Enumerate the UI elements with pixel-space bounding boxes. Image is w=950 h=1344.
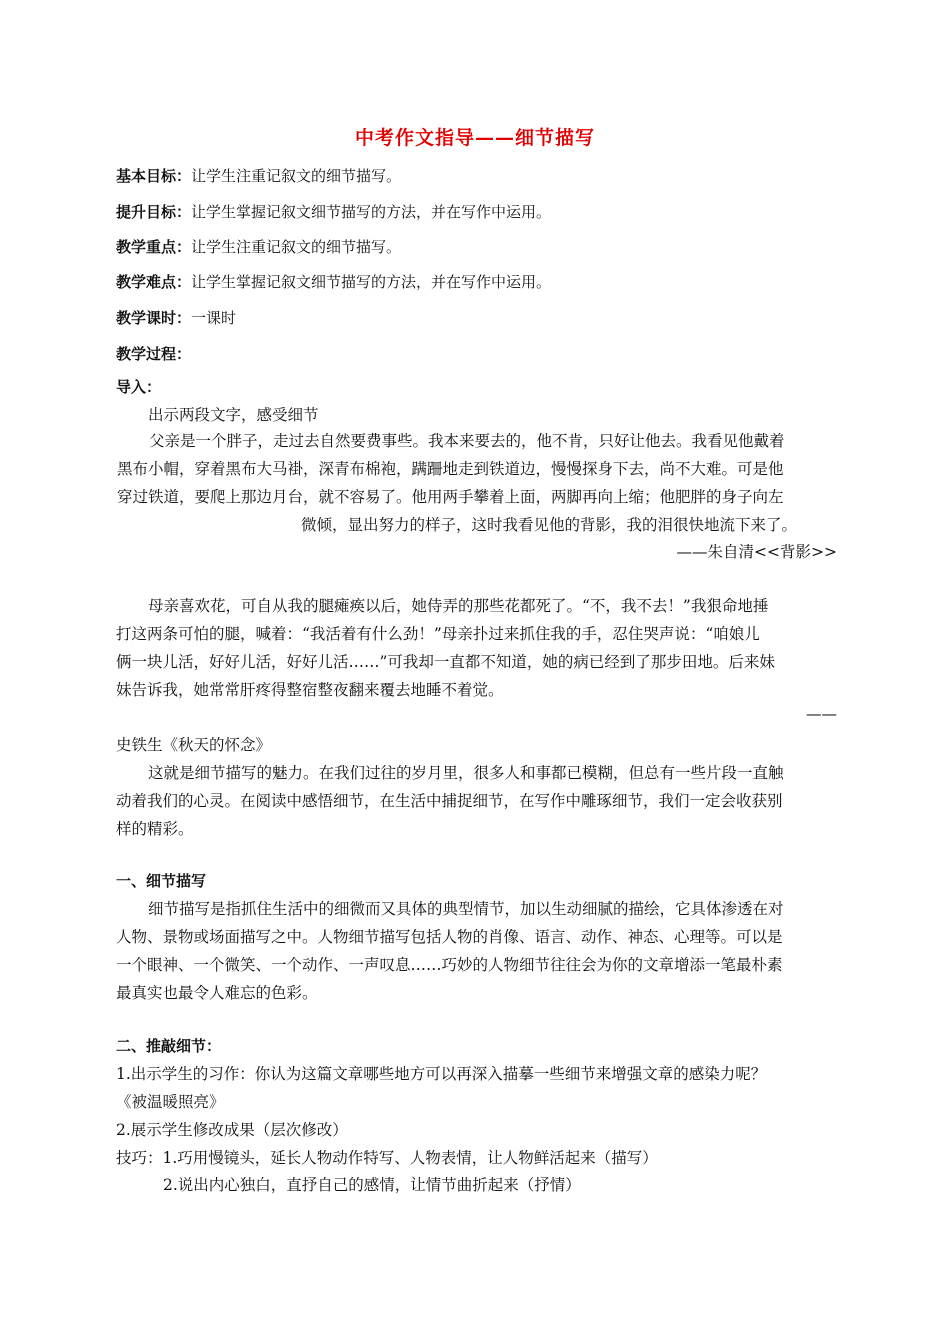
section1-line: 最真实也最令人难忘的色彩。	[116, 984, 318, 1002]
field-value: 让学生掌握记叙文细节描写的方法，并在写作中运用。	[191, 273, 552, 291]
section2-line: 2.展示学生修改成果（层次修改）	[116, 1121, 348, 1139]
field-key-point	[116, 236, 401, 257]
excerpt2-line: 母亲喜欢花，可自从我的腿瘫痪以后，她侍弄的那些花都死了。“不，我不去！”我狠命地捶	[148, 597, 769, 615]
field-label: 教学课时：	[116, 309, 192, 327]
field-label: 基本目标：	[116, 167, 192, 185]
charm-line: 动着我们的心灵。在阅读中感悟细节，在生活中捕捉细节，在写作中雕琢细节，我们一定会收获别	[116, 792, 783, 810]
field-value: 让学生注重记叙文的细节描写。	[191, 238, 402, 256]
field-label: 教学重点：	[116, 238, 192, 256]
excerpt2-line: 俩一块儿活，好好儿活，好好儿活……”可我却一直都不知道，她的病已经到了那步田地。后来妹	[116, 653, 775, 671]
field-difficulty	[116, 271, 551, 292]
excerpt2-line: 打这两条可怕的腿，喊着：“我活着有什么劲！”母亲扑过来抓住我的手，忍住哭声说：“咱娘儿	[116, 625, 760, 643]
excerpt1-line: 微倾，显出努力的样子，这时我看见他的背影，我的泪很快地流下来了。	[301, 516, 798, 534]
field-label: 教学难点：	[116, 273, 192, 291]
field-advanced-goal	[116, 201, 551, 222]
section1-line: 细节描写是指抓住生活中的细微而又具体的典型情节，加以生动细腻的描绘，它具体渗透在对	[148, 900, 784, 918]
field-value: 一课时	[191, 309, 237, 327]
intro-line: 出示两段文字，感受细节	[148, 406, 319, 424]
section1-line: 一个眼神、一个微笑、一个动作、一声叹息……巧妙的人物细节往往会为你的文章增添一笔最朴素	[116, 956, 783, 974]
section1-line: 人物、景物或场面描写之中。人物细节描写包括人物的肖像、语言、动作、神态、心理等。可以是	[116, 928, 783, 946]
excerpt2-line: 妹告诉我，她常常肝疼得整宿整夜翻来覆去地睡不着觉。	[116, 681, 504, 699]
field-process	[116, 343, 191, 364]
charm-line: 这就是细节描写的魅力。在我们过往的岁月里，很多人和事都已模糊，但总有一些片段一直触	[148, 764, 784, 782]
field-value: 让学生注重记叙文的细节描写。	[191, 167, 402, 185]
section2-line: 技巧：1.巧用慢镜头，延长人物动作特写、人物表情，让人物鲜活起来（描写）	[116, 1149, 658, 1167]
field-label: 提升目标：	[116, 203, 192, 221]
intro-heading: 导入：	[116, 378, 162, 396]
excerpt1-line: 父亲是一个胖子，走过去自然要费事些。我本来要去的，他不肯，只好让他去。我看见他戴着	[149, 432, 785, 450]
excerpt1-line: 黑布小帽，穿着黑布大马褂，深青布棉袍，蹒跚地走到铁道边，慢慢探身下去，尚不大难。可是他	[117, 460, 784, 478]
field-basic-goal	[116, 165, 401, 186]
document-title: 中考作文指导——细节描写	[354, 127, 595, 149]
excerpt2-dash: ——	[806, 705, 837, 723]
excerpt1-source: ——朱自清<<背影>>	[676, 543, 837, 561]
field-class-hours	[116, 307, 236, 328]
excerpt1-line: 穿过铁道，要爬上那边月台，就不容易了。他用两手攀着上面，两脚再向上缩；他肥胖的身子向左	[117, 488, 784, 506]
section2-line: 2.说出内心独白，直抒自己的感情，让情节曲折起来（抒情）	[163, 1176, 581, 1194]
field-value: 让学生掌握记叙文细节描写的方法，并在写作中运用。	[191, 203, 552, 221]
excerpt2-source: 史铁生《秋天的怀念》	[116, 736, 272, 754]
section2-line: 《被温暖照亮》	[116, 1093, 225, 1111]
section2-line: 1.出示学生的习作：你认为这篇文章哪些地方可以再深入描摹一些细节来增强文章的感染力呢？	[116, 1065, 767, 1083]
section1-heading: 一、细节描写	[116, 872, 207, 890]
charm-line: 样的精彩。	[116, 820, 194, 838]
field-label: 教学过程：	[116, 345, 192, 363]
section2-heading: 二、推敲细节：	[116, 1037, 222, 1055]
